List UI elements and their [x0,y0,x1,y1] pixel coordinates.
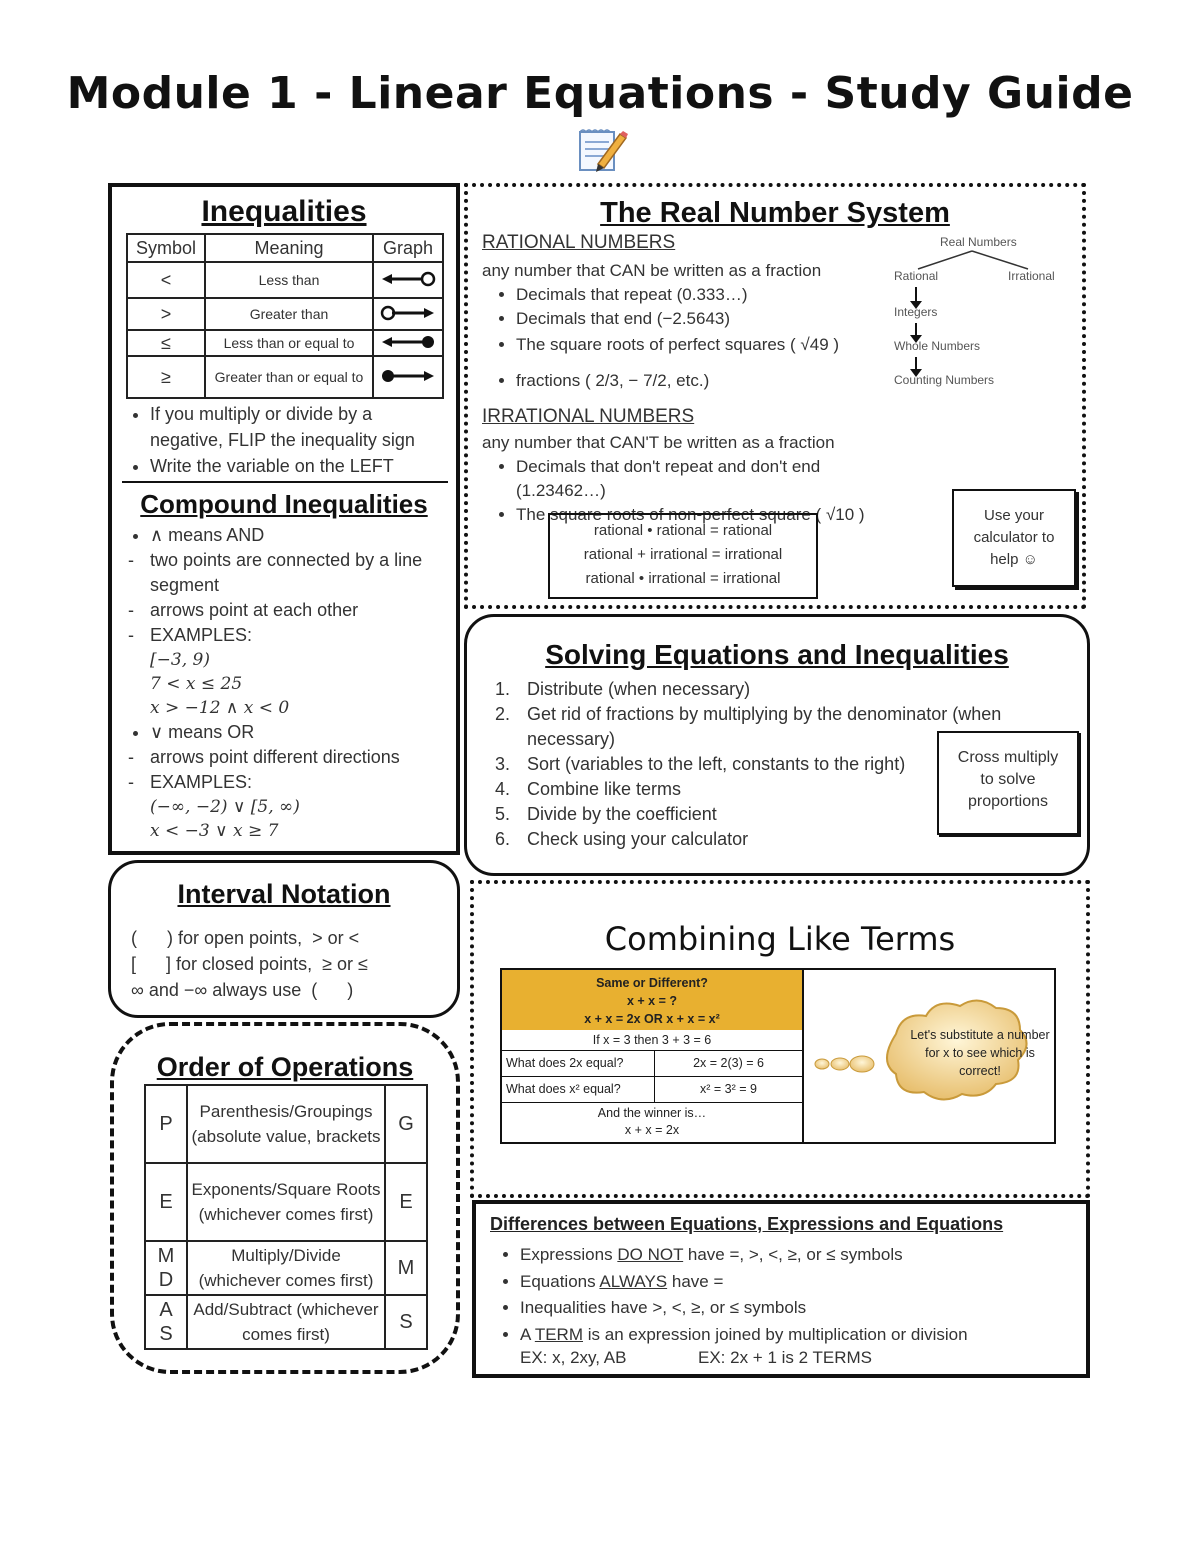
column-header: Meaning [205,234,373,262]
and-label: • ∧ means AND [150,523,444,548]
graph-cell [373,330,443,356]
list-item: - arrows point at each other [150,598,444,623]
letter-cell: E [145,1163,187,1241]
compound-heading: Compound Inequalities [140,489,428,519]
inequalities-heading: Inequalities [201,195,367,228]
interval-lines [131,925,451,1003]
rational-section [482,231,912,527]
order-of-operations-panel [110,1022,460,1374]
list-item: • fractions ( 2/3, − 7/2, etc.) [516,369,912,393]
table-row [145,1163,427,1241]
cross-multiply-note: Cross multiply to solve proportions [937,731,1079,835]
letter-cell: A S [145,1295,187,1349]
interval-heading: Interval Notation [177,879,391,909]
operation-cell: Add/Subtract (whichever comes first) [187,1295,385,1349]
example-line: EX: 2x + 1 is 2 TERMS [698,1348,873,1367]
example-line: EX: x, 2xy, AB [520,1348,627,1367]
closed-circle-right-arrow-icon [380,366,436,386]
list-item: - arrows point different directions [150,745,444,770]
meaning-cell: Less than or equal to [205,330,373,356]
graph-cell [373,356,443,398]
symbol-cell: > [127,298,205,330]
example-line: x > −12 ∧ x < 0 [150,698,290,718]
table-row [127,330,443,356]
letter-cell: M [385,1241,427,1295]
tree-node: Whole Numbers [894,339,981,353]
letter-cell: P [145,1085,187,1163]
letter-cell: G [385,1085,427,1163]
list-item: 2. Get rid of fractions by multiplying by the denominator (when necessary) [495,704,1002,749]
symbol-cell: < [127,262,205,298]
compound-content [128,523,444,843]
thought-text: Let's substitute a number for x to see which is correct! [910,1028,1050,1078]
example-line: [−3, 9) [150,650,210,670]
list-item: • Write the variable on the LEFT [150,453,450,479]
tree-node: Rational [894,269,939,283]
list-item: • A TERM is an expression joined by multiplication or division [520,1322,1090,1349]
if-line: If x = 3 then 3 + 3 = 6 [502,1030,802,1051]
interval-line: ( ) for open points, > or < [131,928,360,948]
list-item: • Expressions DO NOT have =, >, <, ≥, or ≤ symbols [520,1242,1090,1269]
real-number-heading: The Real Number System [600,197,950,229]
combining-heading: Combining Like Terms [604,920,956,958]
list-item: 3. Sort (variables to the left, constants to the right) [495,754,906,774]
inequality-rules [128,401,450,479]
differences-list [498,1242,1090,1348]
open-circle-right-arrow-icon [380,303,436,323]
combining-header: Same or Different? x + x = ? x + x = 2x OR x + x = x² [502,970,804,1030]
list-item: 4. Combine like terms [495,779,682,799]
list-item: • The square roots of non-perfect square ( √10 ) [516,503,912,527]
tree-node: Real Numbers [940,235,1017,249]
letter-cell: S [385,1295,427,1349]
symbol-cell: ≤ [127,330,205,356]
table-row [145,1295,427,1349]
list-item: - EXAMPLES: [150,770,444,795]
operation-cell: Parenthesis/Groupings (absolute value, brackets [187,1085,385,1163]
list-item: - two points are connected by a line segment [150,548,444,598]
solving-panel [464,614,1090,876]
list-item: 5. Divide by the coefficient [495,804,717,824]
interval-line: [ ] for closed points, ≥ or ≤ [131,954,368,974]
list-item: • If you multiply or divide by a negative, FLIP the inequality sign [150,401,450,453]
list-item: • Decimals that repeat (0.333…) [516,283,912,307]
solving-heading: Solving Equations and Inequalities [545,639,1009,670]
meaning-cell: Greater than or equal to [205,356,373,398]
list-item: • The square roots of perfect squares ( √49 ) [516,333,912,357]
letter-cell: M D [145,1241,187,1295]
table-row [127,262,443,298]
list-item: - EXAMPLES: [150,623,444,648]
interval-line: ∞ and −∞ always use ( ) [131,980,354,1000]
inequalities-table [126,233,444,399]
column-header: Graph [373,234,443,262]
table-row [127,356,443,398]
closed-circle-left-arrow-icon [380,333,436,351]
rational-definition: any number that CAN be written as a fraction [482,261,822,280]
table-row: What does 2x equal? 2x = 2(3) = 6 [502,1051,802,1077]
rules-box [548,513,818,599]
graph-cell [373,298,443,330]
inequalities-panel [108,183,460,855]
combining-panel [470,880,1090,1198]
meaning-cell: Greater than [205,298,373,330]
list-item: • Decimals that end (−2.5643) [516,307,912,331]
column-header: Symbol [127,234,205,262]
order-heading: Order of Operations [156,1052,414,1082]
tree-node: Irrational [1008,269,1055,283]
calculator-note: Use your calculator to help ☺ [952,489,1076,587]
combining-table [502,1030,804,1142]
list-item: • Decimals that don't repeat and don't end (1.23462…) [516,455,912,503]
interval-notation-panel [108,860,460,1018]
table-row [127,298,443,330]
irrational-title: IRRATIONAL NUMBERS [482,406,695,427]
list-item: 1. Distribute (when necessary) [495,679,751,699]
example-line: (−∞, −2) ∨ [5, ∞) [150,797,300,817]
winner: And the winner is… x + x = 2x [597,1106,707,1137]
order-table [144,1084,428,1350]
open-circle-left-arrow-icon [380,269,436,289]
rule-line: rational + irrational = irrational [583,546,783,563]
meaning-cell: Less than [205,262,373,298]
table-row: What does x² equal? x² = 3² = 9 [502,1077,802,1103]
divider [122,481,448,483]
page-title: Module 1 - Linear Equations - Study Guide [66,68,1134,119]
differences-panel [472,1200,1090,1378]
operation-cell: Multiply/Divide (whichever comes first) [187,1241,385,1295]
list-item: • Equations ALWAYS have = [520,1269,1090,1296]
real-number-system-panel [464,183,1086,609]
irrational-definition: any number that CAN'T be written as a fraction [482,433,835,452]
list-item: 6. Check using your calculator [495,829,749,849]
table-row [145,1085,427,1163]
differences-heading: Differences between Equations, Expressions and Equations [490,1214,1004,1234]
letter-cell: E [385,1163,427,1241]
rule-line: rational • rational = rational [593,522,773,539]
solving-steps [495,677,1002,852]
combining-figure [500,968,1056,1144]
example-line: x < −3 ∨ x ≥ 7 [150,821,279,841]
operation-cell: Exponents/Square Roots (whichever comes first) [187,1163,385,1241]
example-line: 7 < x ≤ 25 [150,674,243,694]
rational-title: RATIONAL NUMBERS [482,232,676,253]
or-label: • ∨ means OR [150,720,444,745]
graph-cell [373,262,443,298]
table-row [145,1241,427,1295]
rule-line: rational • irrational = irrational [585,570,781,587]
tree-node: Counting Numbers [894,373,995,387]
tree-node: Integers [894,305,938,319]
symbol-cell: ≥ [127,356,205,398]
pencil-notepad-icon [576,126,628,174]
number-tree [888,231,1068,401]
list-item: • Inequalities have >, <, ≥, or ≤ symbols [520,1295,1090,1322]
